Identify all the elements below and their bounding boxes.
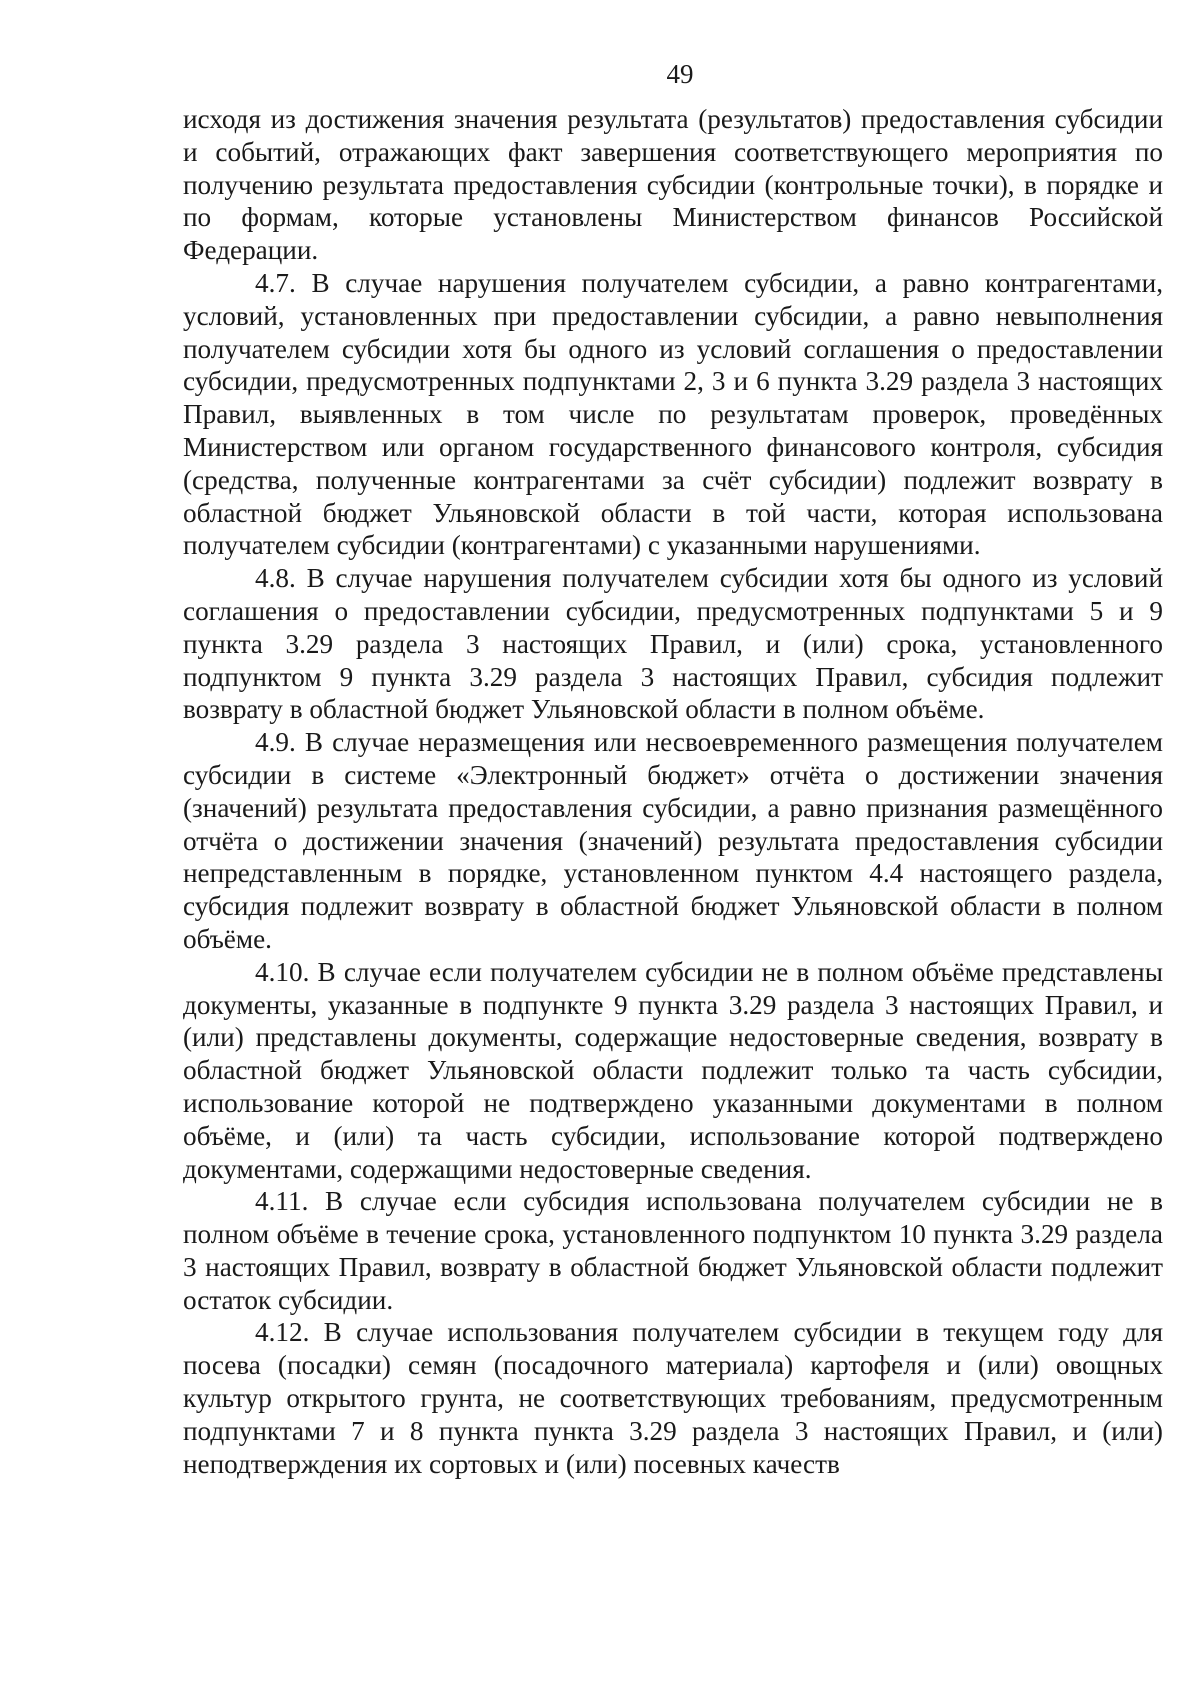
paragraph-4-9: 4.9. В случае неразмещения или несвоевременного размещения получателем субсидии в системе «Электронный бюджет» отчёта о достижении значения (значений) результата предоставления субсидии, а равно признания размещённого отчёта о достижении значения (значений) результата предоставления субсидии непредставленным в порядке, установленном пунктом 4.4 настоящего раздела, субсидия подлежит возврату в областной бюджет Ульяновской области в полном объёме.: [183, 727, 1163, 954]
document-body: [183, 103, 1163, 1480]
paragraph-4-12: 4.12. В случае использования получателем субсидии в текущем году для посева (посадки) семян (посадочного материала) картофеля и (или) овощных культур открытого грунта, не соответствующих требованиям, предусмотренным подпунктами 7 и 8 пункта пункта 3.29 раздела 3 настоящих Правил, и (или) неподтверждения их сортовых и (или) посевных качеств: [183, 1317, 1163, 1479]
paragraph-4-10: 4.10. В случае если получателем субсидии не в полном объёме представлены документы, указанные в подпункте 9 пункта 3.29 раздела 3 настоящих Правил, и (или) представлены документы, содержащие недостоверные сведения, возврату в областной бюджет Ульяновской области подлежит только та часть субсидии, использование которой не подтверждено указанными документами в полном объёме, и (или) та часть субсидии, использование которой подтверждено документами, содержащими недостоверные сведения.: [183, 956, 1163, 1184]
paragraph-4-11: 4.11. В случае если субсидия использована получателем субсидии не в полном объёме в течение срока, установленного подпунктом 10 пункта 3.29 раздела 3 настоящих Правил, возврату в областной бюджет Ульяновской области подлежит остаток субсидии.: [183, 1186, 1163, 1315]
paragraph-4-7: 4.7. В случае нарушения получателем субсидии, а равно контрагентами, условий, установленных при предоставлении субсидии, а равно невыполнения получателем субсидии хотя бы одного из условий соглашения о предоставлении субсидии, предусмотренных подпунктами 2, 3 и 6 пункта 3.29 раздела 3 настоящих Правил, выявленных в том числе по результатам проверок, проведённых Министерством или органом государственного финансового контроля, субсидия (средства, полученные контрагентами за счёт субсидии) подлежит возврату в областной бюджет Ульяновской области в той части, которая использована получателем субсидии (контрагентами) с указанными нарушениями.: [183, 267, 1163, 561]
page-number: 49: [666, 59, 694, 89]
paragraph-4-8: 4.8. В случае нарушения получателем субсидии хотя бы одного из условий соглашения о предоставлении субсидии, предусмотренных подпунктами 5 и 9 пункта 3.29 раздела 3 настоящих Правил, и (или) срока, установленного подпунктом 9 пункта 3.29 раздела 3 настоящих Правил, субсидия подлежит возврату в областной бюджет Ульяновской области в полном объёме.: [183, 563, 1163, 725]
paragraph-continuation: исходя из достижения значения результата (результатов) предоставления субсидии и событий, отражающих факт завершения соответствующего мероприятия по получению результата предоставления субсидии (контрольные точки), в порядке и по формам, которые установлены Министерством финансов Российской Федерации.: [183, 104, 1163, 266]
